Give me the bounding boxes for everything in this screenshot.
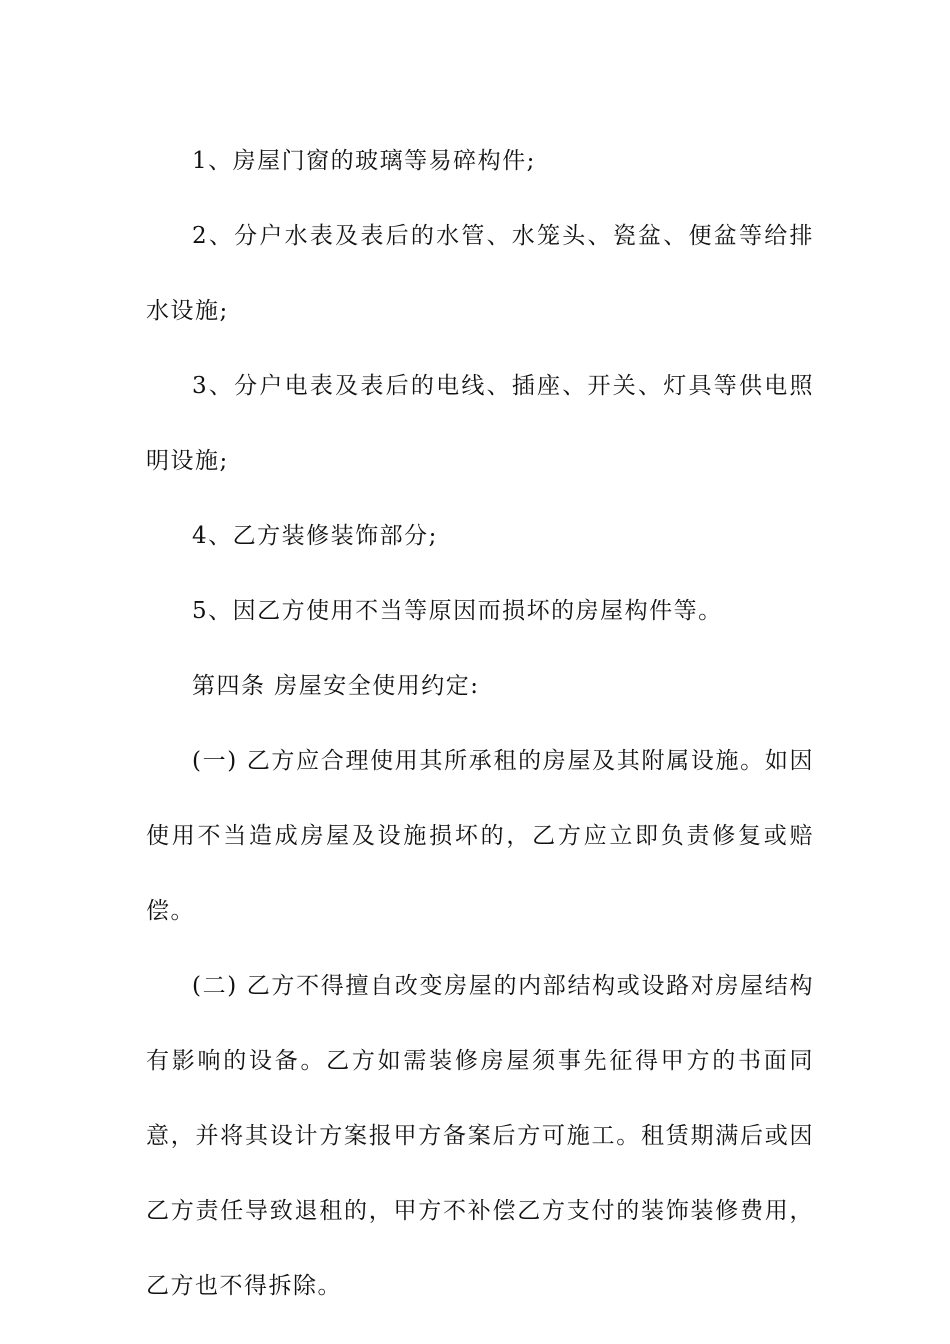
list-item-misuse-damage: 5、因乙方使用不当等原因而损坏的房屋构件等。 bbox=[192, 598, 723, 624]
list-item-fragile-parts: 1、房屋门窗的玻璃等易碎构件; bbox=[192, 148, 536, 174]
list-item-electric-facilities: 3、分户电表及表后的电线、插座、开关、灯具等供电照明设施; bbox=[146, 373, 814, 474]
list-item-water-facilities: 2、分户水表及表后的水管、水笼头、瓷盆、便盆等给排水设施; bbox=[146, 223, 814, 324]
clause-two: (二) 乙方不得擅自改变房屋的内部结构或设路对房屋结构有影响的设备。乙方如需装修房屋须事先征得甲方的书面同意，并将其设计方案报甲方备案后方可施工。租赁期满后或因乙方责任导致退租的，甲方不补偿乙方支付的装饰装修费用，乙方也不得拆除。 bbox=[146, 973, 814, 1299]
clause-one: (一) 乙方应合理使用其所承租的房屋及其附属设施。如因使用不当造成房屋及设施损坏的，乙方应立即负责修复或赔偿。 bbox=[146, 748, 814, 924]
list-item-decoration: 4、乙方装修装饰部分; bbox=[192, 523, 438, 549]
article-heading-four: 第四条 房屋安全使用约定: bbox=[192, 673, 480, 699]
document-body bbox=[146, 124, 814, 1324]
